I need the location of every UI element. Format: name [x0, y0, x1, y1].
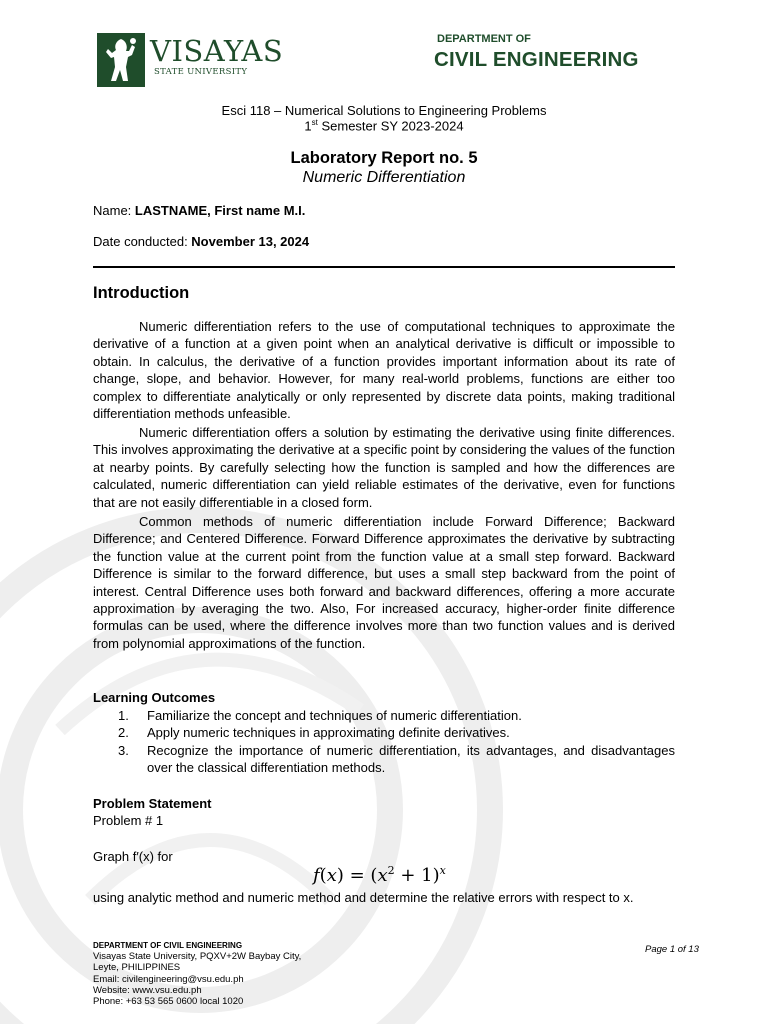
introduction-heading: Introduction: [93, 284, 190, 302]
problem-statement-heading: Problem Statement: [93, 796, 212, 811]
graph-instruction: Graph f′(x) for: [93, 849, 173, 864]
intro-paragraph-3: Common methods of numeric differentiation include Forward Difference; Backward Difference; and Centered Difference. Forward Difference approximates the derivative by subtracting the function value at the current point from the function value at a small step forward. Backward Difference is similar to the forward difference, but uses a small step backward from the point of interest. Central Difference uses both forward and backward differences, offering a more accurate approximation by averaging the two. Also, For increased accuracy, higher-order finite difference formulas can be used, where the difference involves more than two function values and is derived from polynomial approximations of the function.: [93, 514, 675, 651]
formula-exponent-variable: x: [439, 864, 446, 877]
date-field: [93, 234, 309, 249]
learning-outcomes-heading: Learning Outcomes: [93, 690, 216, 705]
formula-square-exponent: 2: [387, 864, 395, 877]
intro-paragraph-2: Numeric differentiation offers a solution by estimating the derivative using finite differences. This involves approximating the derivative at a specific point by considering the values of the function at nearby points. By carefully selecting how the function is sampled and how the differences are calculated, numeric differentiation can yield reliable estimates of the derivative, even for functions that are not easily differentiable in a closed form.: [93, 425, 675, 510]
list-item: [118, 724, 675, 741]
logo-subtitle: STATE UNIVERSITY: [154, 67, 248, 77]
list-item-number: 3.: [118, 742, 129, 758]
header-divider: [93, 266, 675, 268]
problem-number: Problem # 1: [93, 813, 164, 828]
course-title: Esci 118 – Numerical Solutions to Engineering Problems: [221, 103, 547, 118]
list-item-number: 2.: [118, 725, 129, 741]
page-footer: [93, 940, 301, 1007]
footer-phone: Phone: +63 53 565 0600 local 1020: [93, 996, 244, 1008]
function-formula: [313, 864, 446, 886]
footer-address-line-1: Visayas State University, PQXV+2W Baybay City,: [93, 951, 302, 963]
list-item-text: Apply numeric techniques in approximating definite derivatives.: [147, 725, 510, 741]
list-item-text: Recognize the importance of numeric differentiation, its advantages, and disadvantages over the classical differentiation methods.: [147, 742, 675, 776]
problem-instruction: using analytic method and numeric method and determine the relative errors with respect to x.: [93, 890, 634, 905]
vsu-emblem-icon: [97, 33, 145, 87]
list-item-number: 1.: [118, 708, 129, 723]
name-label: Name:: [93, 203, 135, 218]
department-label: DEPARTMENT OF: [437, 33, 531, 45]
semester-text: Semester SY 2023-2024: [317, 118, 464, 134]
date-label: Date conducted:: [93, 234, 192, 249]
list-item-text: Familiarize the concept and techniques of numeric differentiation.: [147, 708, 522, 723]
learning-outcomes-list: [118, 707, 675, 777]
formula-base-variable: x: [377, 865, 388, 886]
report-subtitle: Numeric Differentiation: [302, 169, 466, 186]
name-field: [93, 203, 305, 218]
formula-variable: x: [326, 865, 337, 886]
footer-department: DEPARTMENT OF CIVIL ENGINEERING: [93, 941, 243, 950]
semester-ordinal: st: [311, 118, 318, 127]
list-item: [118, 742, 675, 777]
semester-number: 1: [304, 118, 312, 134]
name-value: LASTNAME, First name M.I.: [134, 203, 306, 218]
date-value: November 13, 2024: [191, 234, 310, 249]
formula-outer-exponent: [440, 864, 446, 877]
list-item: [118, 707, 675, 724]
formula-open-paren: (: [319, 865, 327, 886]
department-name: CIVIL ENGINEERING: [434, 48, 639, 71]
intro-paragraph-1: Numeric differentiation refers to the use of computational techniques to approximate the derivative of a function at a given point when an analytical derivative is difficult or impossible to obtain. In calculus, the derivative of a function provides important information about its rate of change, slope, and behavior. However, for many real-world problems, functions are either too complex to differentiate analytically or only represented by discrete data points, making traditional differentiation methods unfeasible.: [93, 319, 675, 422]
footer-address-line-2: Leyte, PHILIPPINES: [93, 962, 181, 974]
formula-plus-one: + 1): [394, 865, 440, 886]
formula-function-name: f: [313, 865, 320, 886]
footer-website: Website: www.vsu.edu.ph: [93, 984, 202, 996]
logo-wordmark: VISAYAS: [150, 34, 284, 68]
vsu-logo: [97, 33, 287, 89]
page-number: Page 1 of 13: [645, 944, 699, 955]
footer-email: Email: civilengineering@vsu.edu.ph: [93, 973, 244, 985]
formula-equals: ) = (: [336, 865, 378, 886]
report-title: Laboratory Report no. 5: [290, 149, 478, 167]
semester-line: [93, 118, 675, 133]
